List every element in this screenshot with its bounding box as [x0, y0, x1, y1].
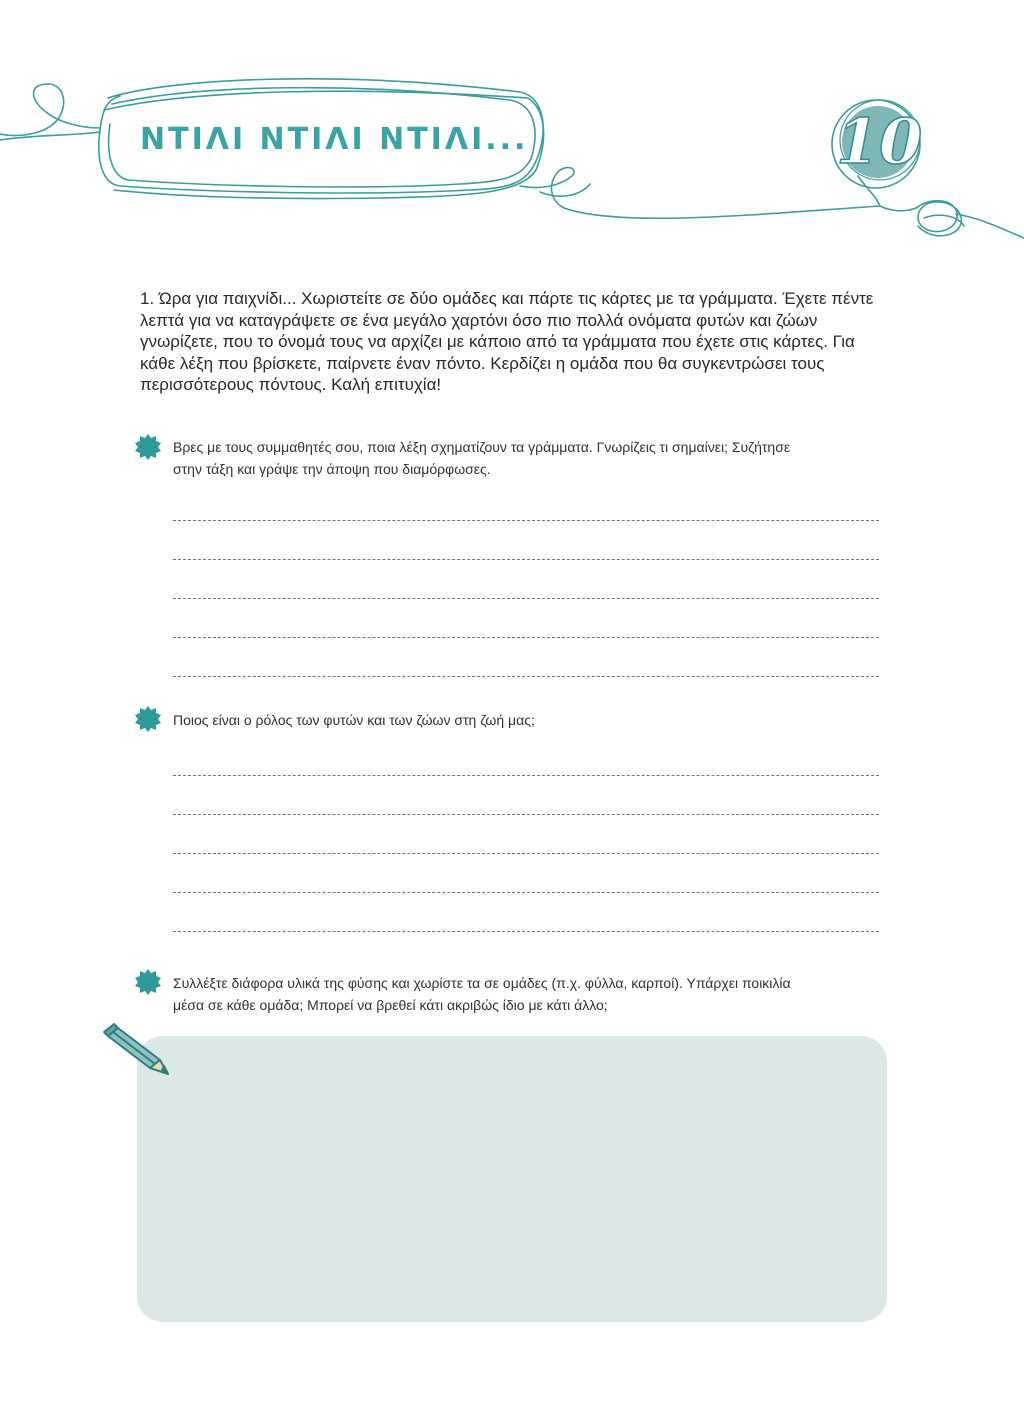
answer-line[interactable] — [173, 775, 879, 776]
question-2 — [173, 709, 888, 731]
answer-line[interactable] — [173, 853, 879, 854]
page-title: ΝΤΙΛΙ ΝΤΙΛΙ ΝΤΙΛΙ... — [140, 122, 529, 157]
question-3 — [173, 972, 888, 1016]
answer-line[interactable] — [173, 892, 879, 893]
answer-line[interactable] — [173, 598, 879, 599]
intro-paragraph — [140, 288, 890, 396]
question-3-line-1: Συλλέξτε διάφορα υλικά της φύσης και χωρίστε τα σε ομάδες (π.χ. φύλλα, καρποί). Υπάρχει ποικιλία — [173, 975, 791, 991]
answer-line[interactable] — [173, 637, 879, 638]
question-bullet-icon — [133, 967, 163, 997]
page-number: 10 — [836, 105, 923, 178]
question-1-line-2: στην τάξη και γράψε την άποψη που διαμόρφωσες. — [173, 461, 491, 477]
question-bullet-icon — [133, 704, 163, 734]
answer-line[interactable] — [173, 559, 879, 560]
answer-line[interactable] — [173, 931, 879, 932]
answer-line[interactable] — [173, 814, 879, 815]
answer-box[interactable] — [137, 1036, 887, 1322]
question-1-line-1: Βρες με τους συμμαθητές σου, ποια λέξη σχηματίζουν τα γράμματα. Γνωρίζεις τι σημαίνει; Συζήτησε — [173, 439, 791, 455]
pencil-icon — [102, 1022, 176, 1078]
question-1 — [173, 436, 888, 480]
intro-text: 1. Ώρα για παιχνίδι... Χωριστείτε σε δύο ομάδες και πάρτε τις κάρτες με τα γράμματα. Έχετε πέντε λεπτά για να καταγράψετε σε ένα μεγάλο χαρτόνι όσο πιο πολλά ονόματα φυτών και ζώων γνωρίζετε, που το όνομά τους να αρχίζει με κάποιο από τα γράμματα που έχετε στις κάρτες. Για κάθε λέξη που βρίσκετε, παίρνετε έναν πόντο. Κερδίζει η ομάδα που θα συγκεντρώσει τους περισσότερους πόντους. Καλή επιτυχία! — [140, 289, 874, 394]
question-bullet-icon — [133, 432, 163, 462]
answer-line[interactable] — [173, 520, 879, 521]
answer-line[interactable] — [173, 676, 879, 677]
question-3-line-2: μέσα σε κάθε ομάδα; Μπορεί να βρεθεί κάτι ακριβώς ίδιο με κάτι άλλο; — [173, 997, 608, 1013]
question-2-line-1: Ποιος είναι ο ρόλος των φυτών και των ζώων στη ζωή μας; — [173, 712, 535, 728]
